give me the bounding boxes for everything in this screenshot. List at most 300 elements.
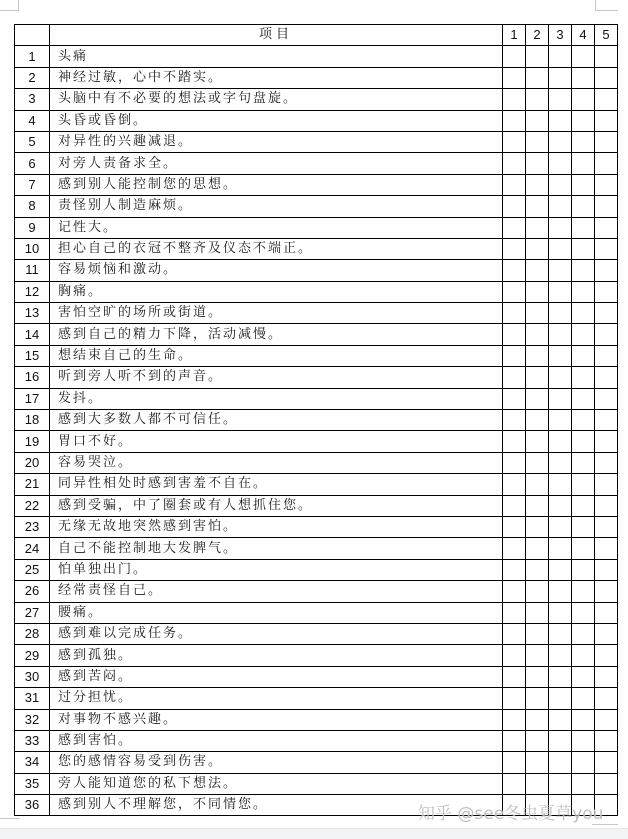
- rating-cell-5[interactable]: [595, 602, 618, 623]
- row-item-text: 对异性的兴趣减退。: [50, 131, 503, 152]
- rating-cell-4[interactable]: [572, 645, 595, 666]
- table-row: [15, 324, 618, 345]
- rating-cell-1[interactable]: [503, 752, 526, 773]
- rating-cell-4[interactable]: [572, 474, 595, 495]
- table-body: [15, 46, 618, 816]
- rating-cell-4[interactable]: [572, 217, 595, 238]
- rating-cell-1[interactable]: [503, 623, 526, 644]
- rating-cell-1[interactable]: [503, 730, 526, 751]
- table-row: [15, 345, 618, 366]
- table-row: [15, 752, 618, 773]
- rating-cell-1[interactable]: [503, 345, 526, 366]
- zhihu-watermark: 知乎 @see冬虫夏草you: [418, 804, 604, 824]
- rating-cell-2[interactable]: [526, 452, 549, 473]
- row-number: 29: [15, 645, 50, 666]
- rating-cell-2[interactable]: [526, 260, 549, 281]
- rating-cell-1[interactable]: [503, 602, 526, 623]
- row-number: 23: [15, 516, 50, 537]
- header-option-3: 3: [549, 25, 572, 46]
- rating-cell-1[interactable]: [503, 46, 526, 67]
- rating-cell-5[interactable]: [595, 131, 618, 152]
- rating-cell-1[interactable]: [503, 153, 526, 174]
- rating-cell-2[interactable]: [526, 238, 549, 259]
- rating-cell-1[interactable]: [503, 324, 526, 345]
- rating-cell-1[interactable]: [503, 67, 526, 88]
- table-row: [15, 388, 618, 409]
- rating-cell-2[interactable]: [526, 345, 549, 366]
- row-item-text: 头昏或昏倒。: [50, 110, 503, 131]
- row-item-text: 胃口不好。: [50, 431, 503, 452]
- rating-cell-4[interactable]: [572, 495, 595, 516]
- rating-cell-4[interactable]: [572, 345, 595, 366]
- rating-cell-4[interactable]: [572, 688, 595, 709]
- rating-cell-4[interactable]: [572, 623, 595, 644]
- rating-cell-1[interactable]: [503, 538, 526, 559]
- table-row: [15, 623, 618, 644]
- table-row: [15, 795, 618, 816]
- row-number: 25: [15, 559, 50, 580]
- row-number: 7: [15, 174, 50, 195]
- rating-cell-1[interactable]: [503, 581, 526, 602]
- rating-cell-4[interactable]: [572, 388, 595, 409]
- rating-cell-5[interactable]: [595, 196, 618, 217]
- rating-cell-3[interactable]: [549, 324, 572, 345]
- row-number: 15: [15, 345, 50, 366]
- row-item-text: 担心自己的衣冠不整齐及仪态不端正。: [50, 238, 503, 259]
- rating-cell-5[interactable]: [595, 281, 618, 302]
- header-option-5: 5: [595, 25, 618, 46]
- rating-cell-5[interactable]: [595, 538, 618, 559]
- table-row: [15, 431, 618, 452]
- rating-cell-3[interactable]: [549, 773, 572, 794]
- rating-cell-3[interactable]: [549, 89, 572, 110]
- rating-cell-4[interactable]: [572, 303, 595, 324]
- rating-cell-2[interactable]: [526, 581, 549, 602]
- rating-cell-4[interactable]: [572, 452, 595, 473]
- table-row: [15, 474, 618, 495]
- rating-cell-4[interactable]: [572, 89, 595, 110]
- rating-cell-4[interactable]: [572, 602, 595, 623]
- row-item-text: 旁人能知道您的私下想法。: [50, 773, 503, 794]
- row-number: 26: [15, 581, 50, 602]
- header-row: [15, 25, 618, 46]
- table-row: [15, 217, 618, 238]
- rating-cell-1[interactable]: [503, 709, 526, 730]
- rating-cell-5[interactable]: [595, 153, 618, 174]
- page-corner-mark-top-left: [0, 0, 19, 11]
- rating-cell-1[interactable]: [503, 110, 526, 131]
- page-corner-mark-bottom-left: [0, 818, 20, 819]
- table-row: [15, 688, 618, 709]
- rating-cell-1[interactable]: [503, 388, 526, 409]
- rating-cell-1[interactable]: [503, 452, 526, 473]
- rating-cell-1[interactable]: [503, 495, 526, 516]
- rating-cell-5[interactable]: [595, 388, 618, 409]
- rating-cell-2[interactable]: [526, 131, 549, 152]
- rating-cell-4[interactable]: [572, 559, 595, 580]
- rating-cell-4[interactable]: [572, 581, 595, 602]
- row-number: 3: [15, 89, 50, 110]
- table-row: [15, 730, 618, 751]
- table-row: [15, 709, 618, 730]
- table-row: [15, 495, 618, 516]
- rating-cell-3[interactable]: [549, 666, 572, 687]
- rating-cell-2[interactable]: [526, 688, 549, 709]
- rating-cell-3[interactable]: [549, 602, 572, 623]
- rating-cell-3[interactable]: [549, 474, 572, 495]
- rating-cell-3[interactable]: [549, 752, 572, 773]
- row-number: 36: [15, 795, 50, 816]
- rating-cell-3[interactable]: [549, 345, 572, 366]
- rating-cell-1[interactable]: [503, 196, 526, 217]
- rating-cell-1[interactable]: [503, 260, 526, 281]
- rating-cell-2[interactable]: [526, 367, 549, 388]
- rating-cell-4[interactable]: [572, 110, 595, 131]
- rating-cell-4[interactable]: [572, 153, 595, 174]
- rating-cell-2[interactable]: [526, 196, 549, 217]
- row-number: 34: [15, 752, 50, 773]
- header-option-2: 2: [526, 25, 549, 46]
- rating-cell-3[interactable]: [549, 174, 572, 195]
- rating-cell-4[interactable]: [572, 538, 595, 559]
- rating-cell-5[interactable]: [595, 495, 618, 516]
- row-item-text: 自己不能控制地大发脾气。: [50, 538, 503, 559]
- rating-cell-2[interactable]: [526, 752, 549, 773]
- rating-cell-4[interactable]: [572, 666, 595, 687]
- rating-cell-4[interactable]: [572, 281, 595, 302]
- rating-cell-2[interactable]: [526, 709, 549, 730]
- viewer-bottom-band: [0, 828, 628, 839]
- rating-cell-5[interactable]: [595, 581, 618, 602]
- header-option-4: 4: [572, 25, 595, 46]
- rating-cell-3[interactable]: [549, 410, 572, 431]
- row-number: 11: [15, 260, 50, 281]
- rating-cell-2[interactable]: [526, 538, 549, 559]
- rating-cell-2[interactable]: [526, 645, 549, 666]
- row-number: 31: [15, 688, 50, 709]
- row-item-text: 头痛: [50, 46, 503, 67]
- row-item-text: 听到旁人听不到的声音。: [50, 367, 503, 388]
- row-item-text: 责怪别人制造麻烦。: [50, 196, 503, 217]
- rating-cell-2[interactable]: [526, 666, 549, 687]
- rating-cell-3[interactable]: [549, 196, 572, 217]
- table-row: [15, 452, 618, 473]
- rating-cell-2[interactable]: [526, 89, 549, 110]
- row-item-text: 感到别人能控制您的思想。: [50, 174, 503, 195]
- rating-cell-5[interactable]: [595, 89, 618, 110]
- rating-cell-3[interactable]: [549, 645, 572, 666]
- rating-cell-4[interactable]: [572, 709, 595, 730]
- rating-cell-1[interactable]: [503, 174, 526, 195]
- row-item-text: 害怕空旷的场所或街道。: [50, 303, 503, 324]
- row-number: 28: [15, 623, 50, 644]
- rating-cell-2[interactable]: [526, 730, 549, 751]
- table-row: [15, 303, 618, 324]
- rating-cell-5[interactable]: [595, 666, 618, 687]
- rating-cell-3[interactable]: [549, 709, 572, 730]
- row-item-text: 同异性相处时感到害羞不自在。: [50, 474, 503, 495]
- page-corner-mark-top-right: [595, 0, 618, 11]
- rating-cell-3[interactable]: [549, 688, 572, 709]
- rating-cell-1[interactable]: [503, 131, 526, 152]
- rating-cell-1[interactable]: [503, 89, 526, 110]
- rating-cell-2[interactable]: [526, 217, 549, 238]
- rating-cell-2[interactable]: [526, 46, 549, 67]
- rating-cell-2[interactable]: [526, 110, 549, 131]
- rating-cell-1[interactable]: [503, 217, 526, 238]
- row-item-text: 过分担忧。: [50, 688, 503, 709]
- header-item-cell: 项目: [50, 25, 503, 46]
- rating-cell-3[interactable]: [549, 452, 572, 473]
- rating-cell-5[interactable]: [595, 709, 618, 730]
- row-item-text: 容易哭泣。: [50, 452, 503, 473]
- rating-cell-2[interactable]: [526, 795, 549, 816]
- rating-cell-3[interactable]: [549, 46, 572, 67]
- row-item-text: 腰痛。: [50, 602, 503, 623]
- row-number: 10: [15, 238, 50, 259]
- row-number: 27: [15, 602, 50, 623]
- rating-cell-4[interactable]: [572, 730, 595, 751]
- rating-cell-4[interactable]: [572, 196, 595, 217]
- rating-cell-1[interactable]: [503, 281, 526, 302]
- table-row: [15, 367, 618, 388]
- row-item-text: 记性大。: [50, 217, 503, 238]
- row-number: 20: [15, 452, 50, 473]
- rating-cell-3[interactable]: [549, 110, 572, 131]
- row-item-text: 经常责怪自己。: [50, 581, 503, 602]
- rating-cell-2[interactable]: [526, 67, 549, 88]
- rating-cell-3[interactable]: [549, 559, 572, 580]
- rating-cell-1[interactable]: [503, 773, 526, 794]
- rating-cell-3[interactable]: [549, 495, 572, 516]
- rating-cell-5[interactable]: [595, 174, 618, 195]
- rating-cell-4[interactable]: [572, 367, 595, 388]
- table-row: [15, 67, 618, 88]
- rating-cell-3[interactable]: [549, 131, 572, 152]
- table-row: [15, 666, 618, 687]
- rating-cell-5[interactable]: [595, 516, 618, 537]
- rating-cell-2[interactable]: [526, 431, 549, 452]
- rating-cell-3[interactable]: [549, 153, 572, 174]
- rating-cell-4[interactable]: [572, 260, 595, 281]
- rating-cell-1[interactable]: [503, 431, 526, 452]
- rating-cell-5[interactable]: [595, 431, 618, 452]
- rating-cell-4[interactable]: [572, 67, 595, 88]
- rating-cell-5[interactable]: [595, 752, 618, 773]
- rating-cell-5[interactable]: [595, 303, 618, 324]
- rating-cell-5[interactable]: [595, 623, 618, 644]
- row-item-text: 容易烦恼和激动。: [50, 260, 503, 281]
- rating-cell-5[interactable]: [595, 324, 618, 345]
- rating-cell-3[interactable]: [549, 730, 572, 751]
- rating-cell-3[interactable]: [549, 367, 572, 388]
- rating-cell-2[interactable]: [526, 516, 549, 537]
- row-item-text: 对旁人责备求全。: [50, 153, 503, 174]
- rating-cell-5[interactable]: [595, 110, 618, 131]
- row-item-text: 感到大多数人都不可信任。: [50, 410, 503, 431]
- rating-cell-3[interactable]: [549, 795, 572, 816]
- symptom-checklist-table: [14, 24, 618, 816]
- rating-cell-5[interactable]: [595, 688, 618, 709]
- rating-cell-5[interactable]: [595, 795, 618, 816]
- rating-cell-4[interactable]: [572, 238, 595, 259]
- rating-cell-5[interactable]: [595, 645, 618, 666]
- rating-cell-1[interactable]: [503, 238, 526, 259]
- rating-cell-2[interactable]: [526, 559, 549, 580]
- table-row: [15, 196, 618, 217]
- row-number: 16: [15, 367, 50, 388]
- rating-cell-3[interactable]: [549, 281, 572, 302]
- row-item-text: 感到难以完成任务。: [50, 623, 503, 644]
- row-number: 17: [15, 388, 50, 409]
- rating-cell-1[interactable]: [503, 303, 526, 324]
- rating-cell-2[interactable]: [526, 281, 549, 302]
- table-row: [15, 110, 618, 131]
- rating-cell-5[interactable]: [595, 730, 618, 751]
- rating-cell-5[interactable]: [595, 46, 618, 67]
- rating-cell-2[interactable]: [526, 153, 549, 174]
- rating-cell-5[interactable]: [595, 260, 618, 281]
- rating-cell-4[interactable]: [572, 773, 595, 794]
- rating-cell-4[interactable]: [572, 795, 595, 816]
- rating-cell-2[interactable]: [526, 174, 549, 195]
- row-number: 33: [15, 730, 50, 751]
- row-item-text: 感到别人不理解您，不同情您。: [50, 795, 503, 816]
- header-option-1: 1: [503, 25, 526, 46]
- table-header: [15, 25, 618, 46]
- rating-cell-2[interactable]: [526, 773, 549, 794]
- row-item-text: 感到苦闷。: [50, 666, 503, 687]
- row-number: 35: [15, 773, 50, 794]
- rating-cell-5[interactable]: [595, 345, 618, 366]
- rating-cell-2[interactable]: [526, 410, 549, 431]
- rating-cell-1[interactable]: [503, 367, 526, 388]
- page-corner-mark-bottom-right: [592, 824, 618, 825]
- rating-cell-1[interactable]: [503, 666, 526, 687]
- table-row: [15, 131, 618, 152]
- row-item-text: 想结束自己的生命。: [50, 345, 503, 366]
- row-number: 8: [15, 196, 50, 217]
- rating-cell-5[interactable]: [595, 452, 618, 473]
- rating-cell-4[interactable]: [572, 410, 595, 431]
- rating-cell-1[interactable]: [503, 474, 526, 495]
- rating-cell-4[interactable]: [572, 174, 595, 195]
- rating-cell-5[interactable]: [595, 238, 618, 259]
- rating-cell-3[interactable]: [549, 303, 572, 324]
- row-item-text: 感到受骗，中了圈套或有人想抓住您。: [50, 495, 503, 516]
- rating-cell-3[interactable]: [549, 217, 572, 238]
- row-item-text: 感到孤独。: [50, 645, 503, 666]
- row-item-text: 对事物不感兴趣。: [50, 709, 503, 730]
- rating-cell-2[interactable]: [526, 324, 549, 345]
- row-item-text: 您的感情容易受到伤害。: [50, 752, 503, 773]
- table-row: [15, 260, 618, 281]
- table-row: [15, 559, 618, 580]
- row-number: 18: [15, 410, 50, 431]
- table-row: [15, 89, 618, 110]
- row-number: 4: [15, 110, 50, 131]
- row-item-text: 头脑中有不必要的想法或字句盘旋。: [50, 89, 503, 110]
- table-row: [15, 538, 618, 559]
- rating-cell-3[interactable]: [549, 623, 572, 644]
- row-item-text: 发抖。: [50, 388, 503, 409]
- rating-cell-3[interactable]: [549, 516, 572, 537]
- rating-cell-5[interactable]: [595, 67, 618, 88]
- rating-cell-1[interactable]: [503, 516, 526, 537]
- rating-cell-4[interactable]: [572, 131, 595, 152]
- rating-cell-3[interactable]: [549, 431, 572, 452]
- rating-cell-2[interactable]: [526, 495, 549, 516]
- rating-cell-5[interactable]: [595, 474, 618, 495]
- row-number: 21: [15, 474, 50, 495]
- rating-cell-2[interactable]: [526, 303, 549, 324]
- rating-cell-5[interactable]: [595, 773, 618, 794]
- rating-cell-5[interactable]: [595, 410, 618, 431]
- row-number: 13: [15, 303, 50, 324]
- table-row: [15, 46, 618, 67]
- row-item-text: 怕单独出门。: [50, 559, 503, 580]
- rating-cell-4[interactable]: [572, 752, 595, 773]
- rating-cell-5[interactable]: [595, 217, 618, 238]
- rating-cell-1[interactable]: [503, 645, 526, 666]
- rating-cell-1[interactable]: [503, 795, 526, 816]
- row-number: 2: [15, 67, 50, 88]
- table-row: [15, 238, 618, 259]
- table-row: [15, 645, 618, 666]
- rating-cell-2[interactable]: [526, 602, 549, 623]
- table-row: [15, 602, 618, 623]
- rating-cell-4[interactable]: [572, 46, 595, 67]
- table-row: [15, 581, 618, 602]
- row-number: 9: [15, 217, 50, 238]
- rating-cell-1[interactable]: [503, 559, 526, 580]
- rating-cell-5[interactable]: [595, 367, 618, 388]
- rating-cell-2[interactable]: [526, 388, 549, 409]
- row-number: 6: [15, 153, 50, 174]
- table-row: [15, 516, 618, 537]
- rating-cell-3[interactable]: [549, 260, 572, 281]
- rating-cell-5[interactable]: [595, 559, 618, 580]
- row-number: 12: [15, 281, 50, 302]
- row-number: 19: [15, 431, 50, 452]
- rating-cell-1[interactable]: [503, 688, 526, 709]
- table-row: [15, 773, 618, 794]
- rating-cell-4[interactable]: [572, 431, 595, 452]
- row-number: 14: [15, 324, 50, 345]
- rating-cell-2[interactable]: [526, 623, 549, 644]
- row-number: 24: [15, 538, 50, 559]
- table-row: [15, 153, 618, 174]
- row-number: 1: [15, 46, 50, 67]
- header-number-cell: [15, 25, 50, 46]
- rating-cell-3[interactable]: [549, 388, 572, 409]
- row-item-text: 无缘无故地突然感到害怕。: [50, 516, 503, 537]
- row-number: 32: [15, 709, 50, 730]
- rating-cell-4[interactable]: [572, 516, 595, 537]
- rating-cell-3[interactable]: [549, 538, 572, 559]
- rating-cell-4[interactable]: [572, 324, 595, 345]
- row-item-text: 感到害怕。: [50, 730, 503, 751]
- row-number: 30: [15, 666, 50, 687]
- rating-cell-3[interactable]: [549, 238, 572, 259]
- row-item-text: 神经过敏，心中不踏实。: [50, 67, 503, 88]
- row-number: 22: [15, 495, 50, 516]
- rating-cell-2[interactable]: [526, 474, 549, 495]
- rating-cell-1[interactable]: [503, 410, 526, 431]
- rating-cell-3[interactable]: [549, 581, 572, 602]
- row-number: 5: [15, 131, 50, 152]
- rating-cell-3[interactable]: [549, 67, 572, 88]
